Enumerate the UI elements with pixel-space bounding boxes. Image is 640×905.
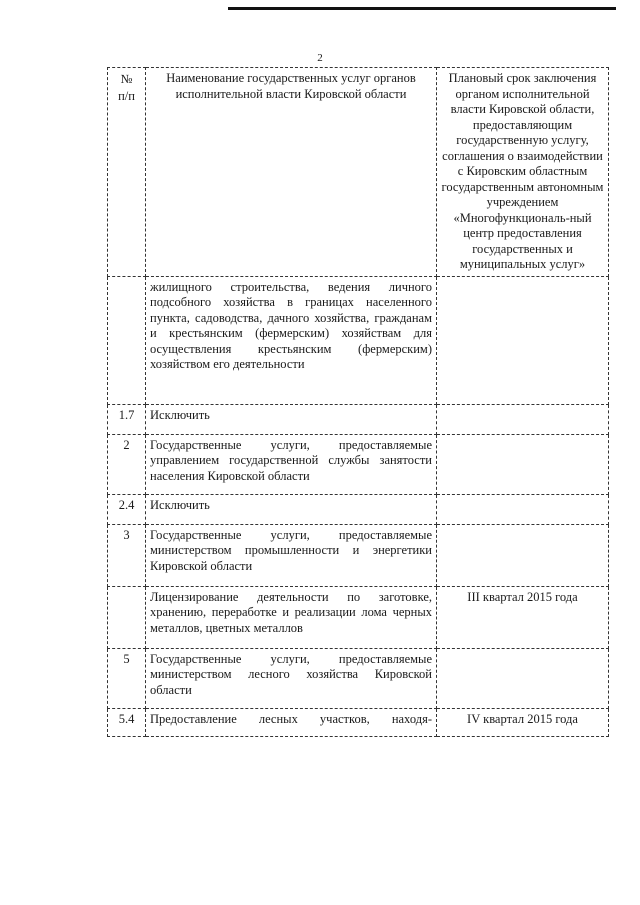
table-row xyxy=(108,434,609,494)
row-number: 2.4 xyxy=(108,494,146,524)
table-row xyxy=(108,494,609,524)
row-planned-term: IV квартал 2015 года xyxy=(437,708,609,736)
top-rule xyxy=(228,7,616,10)
row-planned-term: III квартал 2015 года xyxy=(437,586,609,648)
table-row xyxy=(108,648,609,708)
row-service-name: жилищного строительства, ведения личного подсобного хозяйства в границах населенного пункта, садоводства, дачного хозяйства, гражданам и крестьянским (фермерским) хозяйствам для осуществления крестьянским (фермерским) хозяйством его деятельности xyxy=(146,276,437,404)
row-number: 2 xyxy=(108,434,146,494)
table-row xyxy=(108,404,609,434)
header-number-label: № п/п xyxy=(118,72,135,103)
table-row xyxy=(108,524,609,586)
row-planned-term xyxy=(437,434,609,494)
row-number xyxy=(108,276,146,404)
row-service-name: Предоставление лесных участков, находя- xyxy=(146,708,437,736)
row-planned-term xyxy=(437,276,609,404)
row-service-name: Исключить xyxy=(146,404,437,434)
row-service-name: Исключить xyxy=(146,494,437,524)
row-service-name: Государственные услуги, предоставляемые министерством промышленности и энергетики Кировской области xyxy=(146,524,437,586)
header-number xyxy=(108,68,146,277)
row-service-name: Государственные услуги, предоставляемые министерством лесного хозяйства Кировской области xyxy=(146,648,437,708)
row-planned-term xyxy=(437,494,609,524)
table-row xyxy=(108,708,609,736)
row-number xyxy=(108,586,146,648)
table-header-row xyxy=(108,68,609,277)
row-number: 1.7 xyxy=(108,404,146,434)
page-number: 2 xyxy=(317,52,323,64)
row-number: 5.4 xyxy=(108,708,146,736)
row-service-name: Государственные услуги, предоставляемые управлением государственной службы занятости населения Кировской области xyxy=(146,434,437,494)
row-number: 3 xyxy=(108,524,146,586)
row-number: 5 xyxy=(108,648,146,708)
table-row xyxy=(108,276,609,404)
table-row xyxy=(108,586,609,648)
row-planned-term xyxy=(437,404,609,434)
header-service-name: Наименование государственных услуг органов исполнительной власти Кировской области xyxy=(146,68,437,277)
row-planned-term xyxy=(437,648,609,708)
header-planned-term: Плановый срок заключения органом исполнительной власти Кировской области, предоставляющим государственную услугу, соглашения о взаимодействии с Кировским областным государственным автономным учреждением «Многофункциональ-ный центр предоставления государственных и муниципальных услуг» xyxy=(437,68,609,277)
services-table xyxy=(107,67,609,737)
row-planned-term xyxy=(437,524,609,586)
row-service-name: Лицензирование деятельности по заготовке, хранению, переработке и реализации лома черных металлов, цветных металлов xyxy=(146,586,437,648)
